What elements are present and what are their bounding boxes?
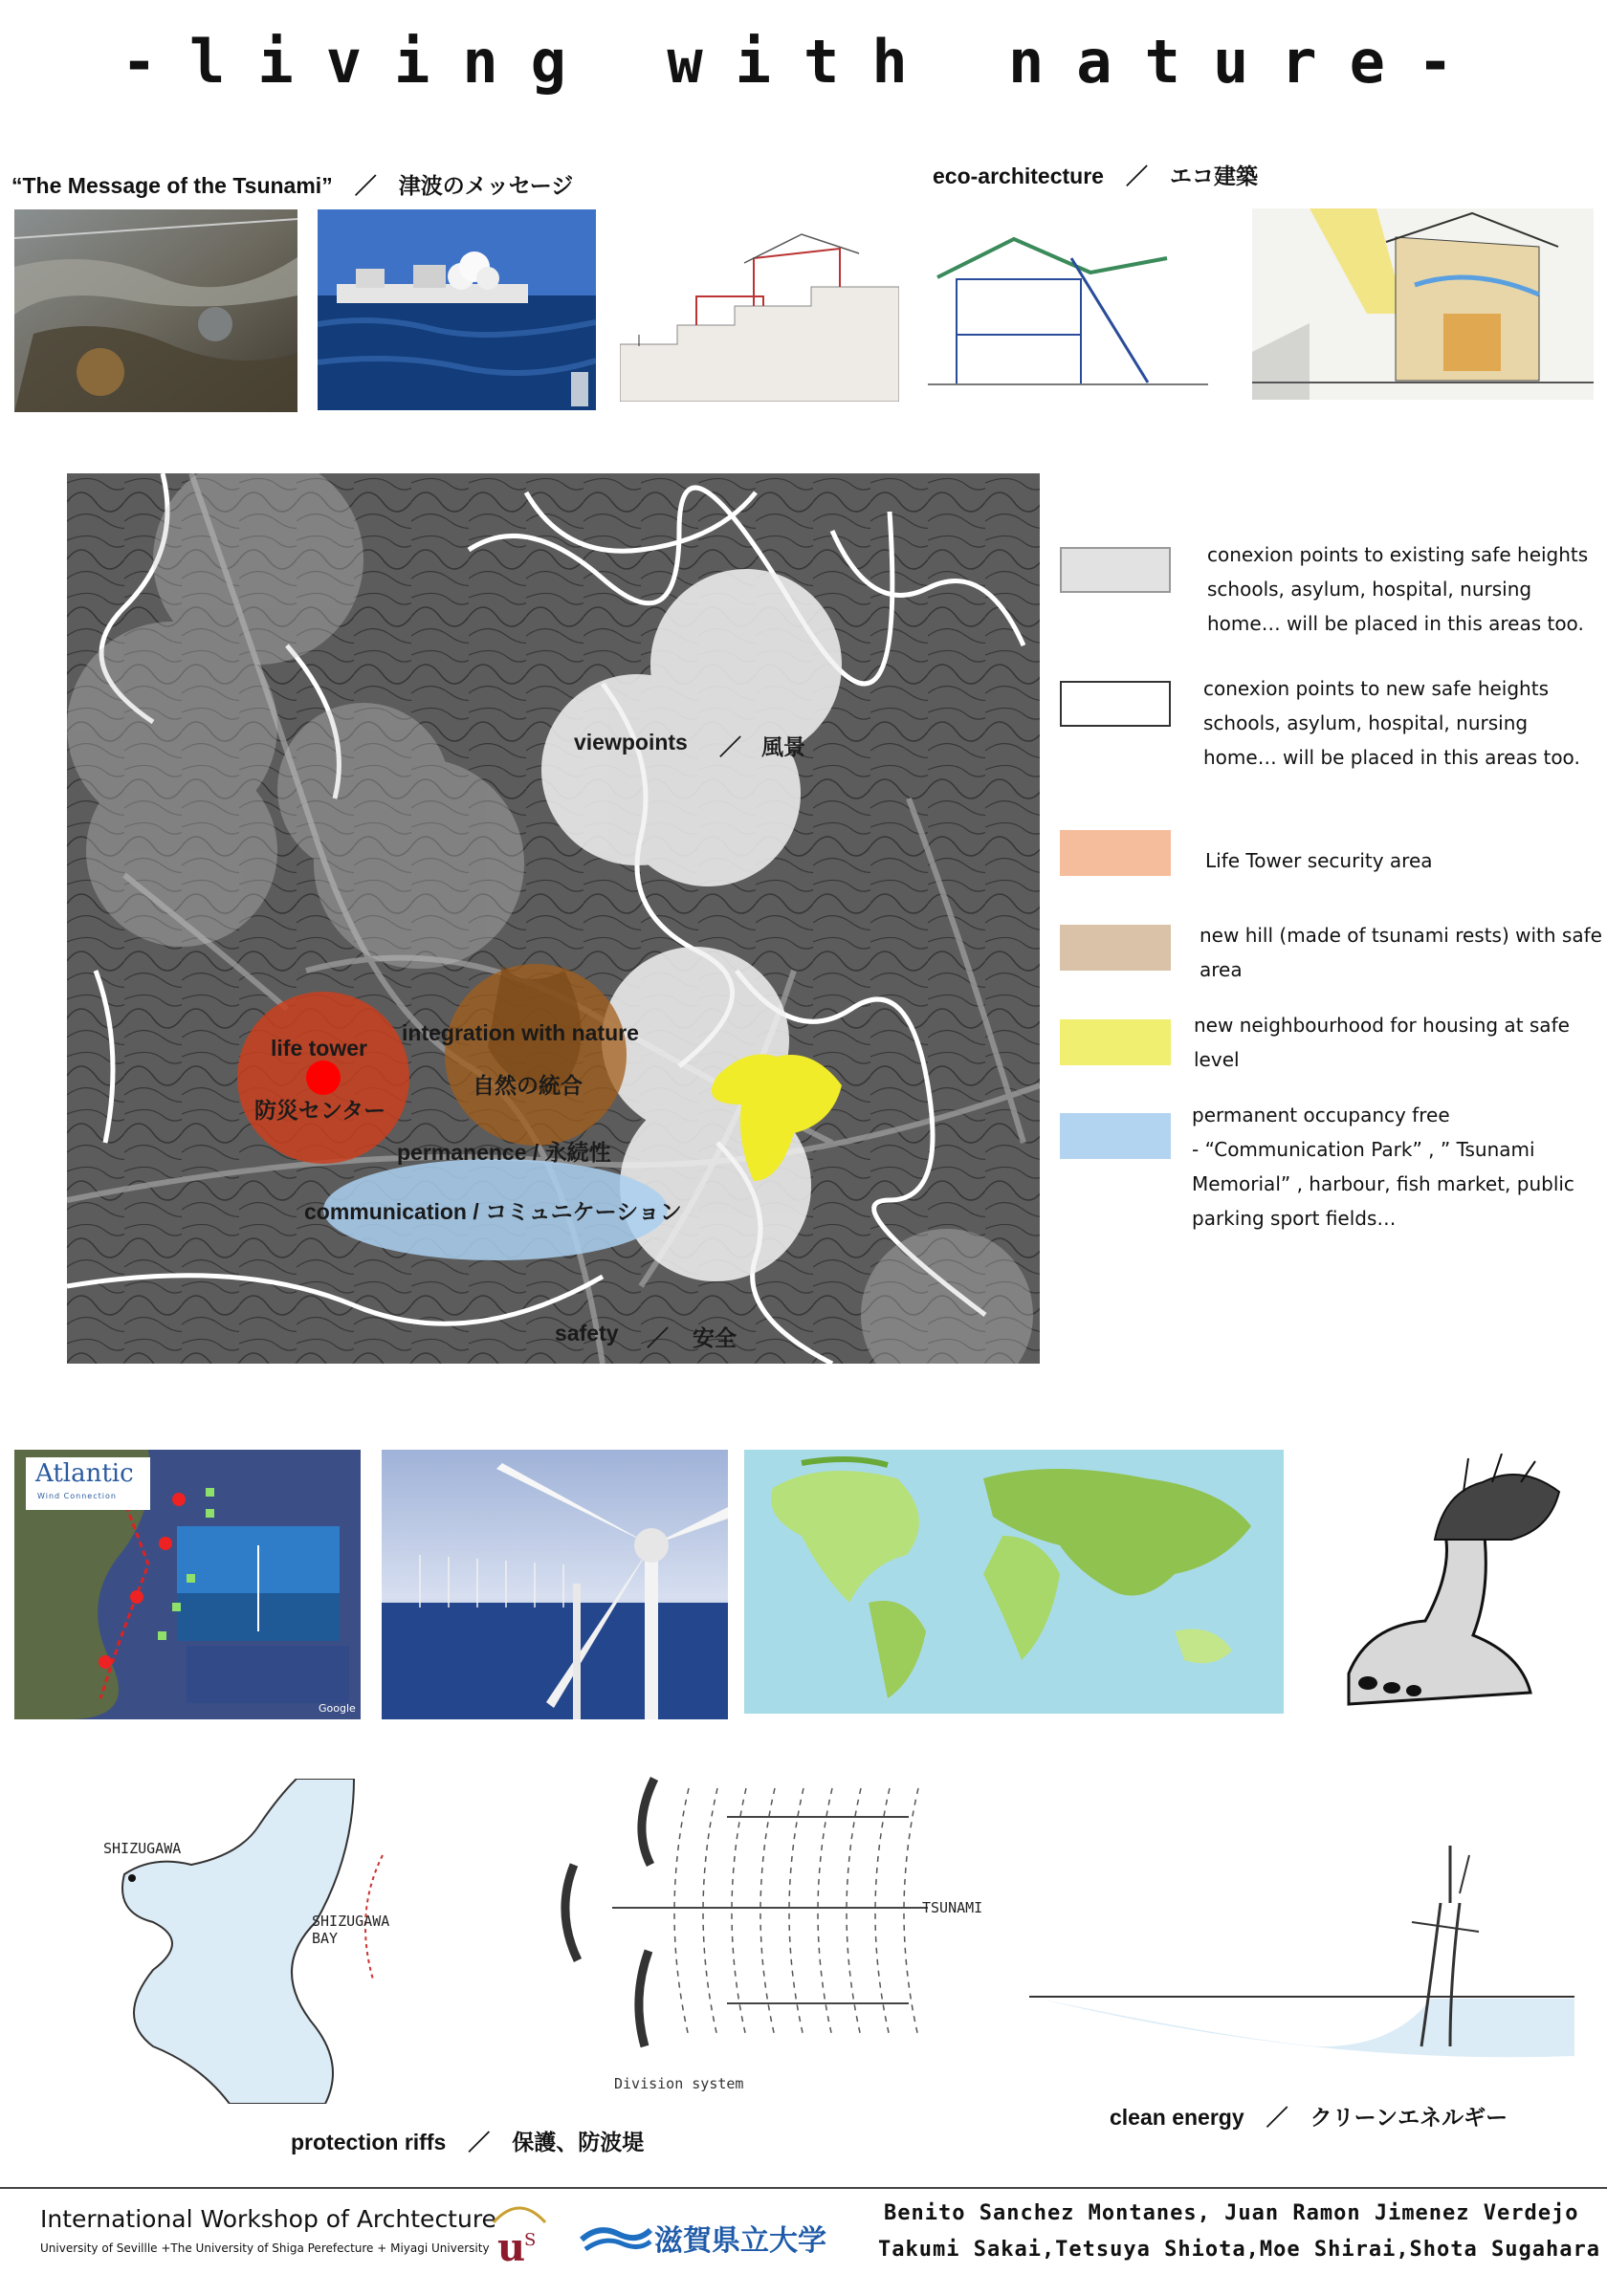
protection-riffs-caption: protection riffs ／ 保護、防波堤 <box>291 2130 645 2154</box>
viewpoints-label: viewpoints <box>574 730 688 754</box>
division-system-label: Division system <box>614 2075 744 2092</box>
communication-label: communication / コミュニケーション <box>304 1199 682 1224</box>
legend-text-new-safe: conexion points to new safe heights schools, asylum, hospital, nursing home… will be placed in this areas too. <box>1203 677 1580 769</box>
tsunami-caption: “The Message of the Tsunami” ／ 津波のメッセージ <box>11 173 574 198</box>
safety-label: safety <box>555 1321 619 1345</box>
legend-swatch-permanent <box>1060 1113 1171 1159</box>
world-map <box>744 1450 1284 1714</box>
legend-swatch-life-tower <box>1060 830 1171 876</box>
legend-text-life-tower: Life Tower security area <box>1205 849 1433 872</box>
workshop-subtitle: University of Sevillle +The University of Shiga Perefecture + Miyagi University <box>40 2241 490 2255</box>
permanence-label: permanence / 永続性 <box>397 1140 611 1165</box>
atlantic-logo-subtitle: Wind Connection <box>37 1492 117 1500</box>
life-tower-jp-label: 防災センター <box>254 1098 386 1123</box>
authors-line-1: Benito Sanchez Montanes, Juan Ramon Jimenez Verdejo <box>884 2201 1579 2225</box>
footer-divider <box>0 2187 1607 2189</box>
section-sketch-hillside <box>620 230 899 402</box>
legend-text-neighbourhood: new neighbourhood for housing at safe level <box>1194 1014 1570 1071</box>
section-sketch-green-roof <box>928 220 1208 396</box>
nuclear-plant-photo <box>318 209 596 410</box>
eco-diagram-sunlight <box>1252 208 1594 400</box>
foot-city-illustration <box>1310 1454 1588 1712</box>
life-tower-label: life tower <box>271 1036 367 1061</box>
legend-swatch-new-hill <box>1060 925 1171 971</box>
shiga-university-logo-icon <box>580 2220 652 2255</box>
eco-architecture-caption: eco-architecture ／ エコ建築 <box>933 164 1258 188</box>
clean-energy-caption: clean energy ／ クリーンエネルギー <box>1110 2105 1508 2130</box>
offshore-wind-farm-photo <box>382 1450 728 1719</box>
tsunami-aerial-photo <box>14 209 297 412</box>
page-title: -living with nature- <box>121 27 1486 97</box>
site-concept-map <box>67 473 1040 1364</box>
university-sevilla-logo <box>486 2194 553 2270</box>
shizugawa-label: SHIZUGAWA <box>103 1840 182 1857</box>
workshop-title: International Workshop of Archtecture <box>40 2205 496 2233</box>
safety-jp-label: 安全 <box>693 1325 737 1350</box>
shiga-university-name: 滋賀県立大学 <box>654 2224 826 2258</box>
slash-label: ／ <box>719 734 741 759</box>
legend-text-new-hill: new hill (made of tsunami rests) with safe area <box>1200 924 1602 981</box>
atlantic-logo-text: Atlantic <box>35 1459 134 1488</box>
legend-swatch-neighbourhood <box>1060 1019 1171 1065</box>
tsunami-label: TSUNAMI <box>922 1899 983 1916</box>
legend-swatch-new-safe <box>1060 681 1171 727</box>
clean-energy-sketch <box>1029 1846 1574 2066</box>
svg-text:S: S <box>524 2230 537 2250</box>
legend-text-permanent: permanent occupancy free - “Communication Park” , ” Tsunami Memorial” , harbour, fish market, public parking sport fields… <box>1192 1104 1574 1230</box>
division-system-sketch <box>545 1769 985 2056</box>
shizugawa-bay-label: SHIZUGAWA BAY <box>312 1913 390 1947</box>
integration-jp-label: 自然の統合 <box>473 1073 583 1098</box>
integration-label: integration with nature <box>402 1020 639 1045</box>
atlantic-wind-map <box>14 1450 361 1719</box>
viewpoints-jp-label: 風景 <box>761 734 805 759</box>
legend-swatch-existing-safe <box>1060 547 1171 593</box>
shizugawa-bay-sketch <box>96 1779 402 2104</box>
legend-text-existing-safe: conexion points to existing safe heights schools, asylum, hospital, nursing home… will be placed in this areas too. <box>1207 543 1589 635</box>
slash-label: ／ <box>647 1325 669 1350</box>
google-watermark: Google <box>319 1702 356 1715</box>
svg-text:u: u <box>497 2225 526 2270</box>
authors-line-2: Takumi Sakai,Tetsuya Shiota,Moe Shirai,Shota Sugahara <box>878 2238 1600 2262</box>
